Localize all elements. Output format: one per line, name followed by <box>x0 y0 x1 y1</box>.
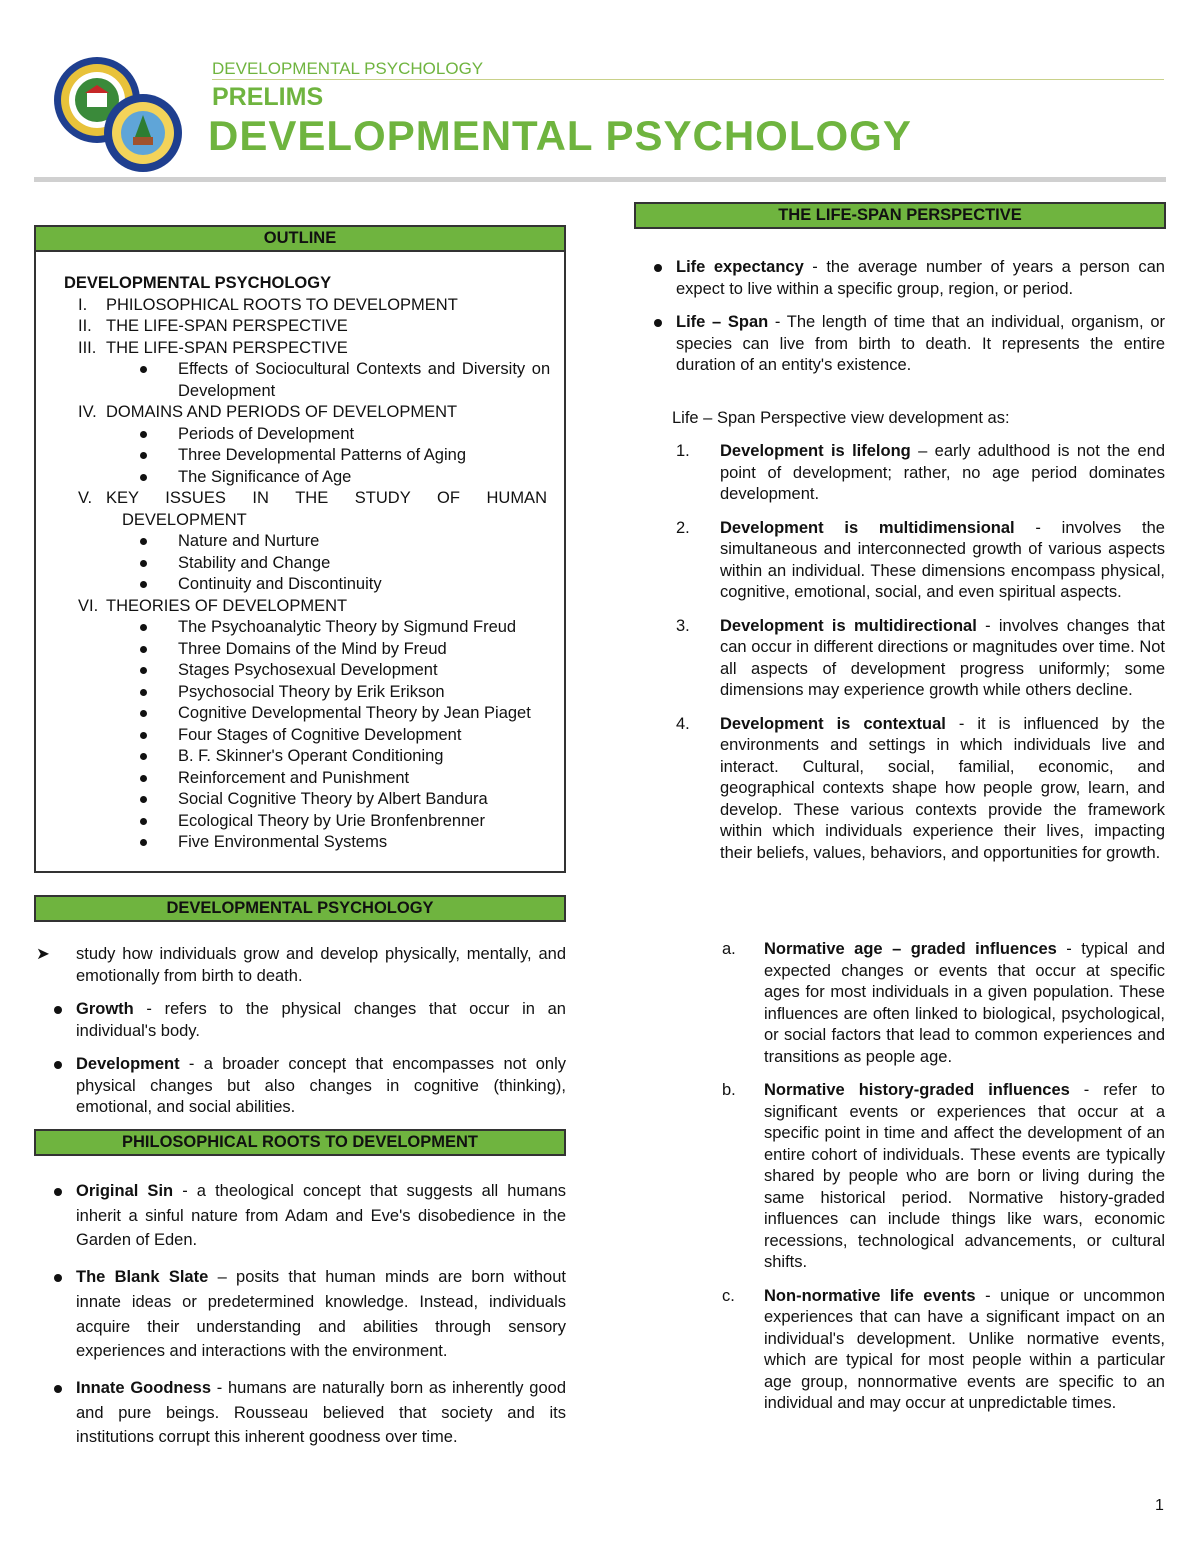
dev-psych-intro <box>34 944 566 987</box>
bullet-icon <box>54 1274 62 1282</box>
outline-subitem <box>64 682 564 704</box>
outline-subitem-text: Ecological Theory by Urie Bronfenbrenner <box>178 811 485 830</box>
outline-subitem <box>64 811 564 833</box>
outline-section-text: THEORIES OF DEVELOPMENT <box>106 596 348 615</box>
outline-subitem-text: Four Stages of Cognitive Development <box>178 725 462 744</box>
outline-subitem <box>64 832 564 854</box>
outline-subitem <box>64 617 564 639</box>
lettered-item <box>722 1080 1165 1274</box>
outline-subitem-text: Psychosocial Theory by Erik Erikson <box>178 682 445 701</box>
term-life-expectancy: Life expectancy <box>676 258 804 276</box>
bullet-icon <box>140 839 147 846</box>
list-item <box>54 999 566 1042</box>
bullet-icon <box>140 710 147 717</box>
outline-subitem-text: The Significance of Age <box>178 467 352 486</box>
bullet-icon <box>140 560 147 567</box>
lettered-term: Non-normative life events <box>764 1286 976 1305</box>
outline-subitem-text: Stability and Change <box>178 553 331 572</box>
lettered-term: Normative age – graded influences <box>764 940 1057 958</box>
lettered-definition: - typical and expected changes or events that occur at specific ages for most individuals in a given population. These influences are often linked to biological, psychological, or social factors that lead to common experiences and transitions as people age. <box>764 940 1165 1066</box>
item-number: 1. <box>676 442 690 460</box>
outline-subitem-text: Reinforcement and Punishment <box>178 768 410 787</box>
outline-section-text: PHILOSOPHICAL ROOTS TO DEVELOPMENT <box>106 295 458 314</box>
outline-section-number: V. <box>78 489 93 507</box>
outline-section-number: II. <box>78 317 92 335</box>
outline-subitem <box>64 789 564 811</box>
bullet-icon <box>140 538 147 545</box>
lettered-item <box>722 1286 1165 1415</box>
numbered-term: Development is multidirectional <box>720 616 977 635</box>
list-item <box>54 1265 566 1364</box>
page-number: 1 <box>1155 1497 1164 1514</box>
definition-life-span: - The length of time that an individual, organism, or species can live from birth to death. It represents the entire duration of an entity's existence. <box>676 313 1165 374</box>
outline-section <box>64 316 564 338</box>
bullet-icon <box>140 689 147 696</box>
lifespan-numbered <box>676 441 1165 864</box>
bullet-icon <box>140 775 147 782</box>
philosophical-items <box>54 1179 566 1450</box>
bullet-icon <box>140 366 147 373</box>
lettered-definition: - unique or uncommon experiences that can have a significant impact on an individual's development. Unlike normative events, which are typical for most people within a particular age group, nonnormative events are specific to an individual and may occur at unpredictable times. <box>764 1286 1165 1412</box>
bullet-icon <box>54 1061 62 1069</box>
outline-box <box>34 225 566 873</box>
outline-subject: DEVELOPMENTAL PSYCHOLOGY <box>64 274 332 292</box>
list-item <box>654 257 1165 300</box>
item-number: 4. <box>676 714 690 733</box>
outline-section-number: IV. <box>78 403 97 421</box>
outline-section-number: I. <box>78 295 88 314</box>
outline-subitem-text: Five Environmental Systems <box>178 833 388 851</box>
bullet-icon <box>54 1188 62 1196</box>
bullet-icon <box>140 667 147 674</box>
arrow-bullet-icon: ➤ <box>36 945 50 963</box>
dev-psych-items <box>54 999 566 1119</box>
bullet-icon <box>140 796 147 803</box>
bullet-icon <box>140 732 147 739</box>
item-letter: a. <box>722 940 736 958</box>
outline-section-continuation: DEVELOPMENT <box>122 510 247 529</box>
outline-subitem <box>64 639 564 661</box>
lifespan-view-intro: Life – Span Perspective view development as: <box>672 409 1010 427</box>
philosophical-heading: PHILOSOPHICAL ROOTS TO DEVELOPMENT <box>34 1129 566 1156</box>
outline-section <box>64 596 564 618</box>
outline-subitem-text: The Psychoanalytic Theory by Sigmund Freud <box>178 618 517 636</box>
bullet-icon <box>140 624 147 631</box>
list-item <box>54 1054 566 1119</box>
outline-section-text: THE LIFE-SPAN PERSPECTIVE <box>106 338 348 357</box>
lifespan-lettered <box>722 939 1165 1415</box>
term-blank-slate: The Blank Slate <box>76 1268 209 1287</box>
outline-subitem-text: Effects of Sociocultural Contexts and Diversity on <box>178 360 551 378</box>
outline-subitem <box>64 424 564 446</box>
list-item <box>54 1376 566 1450</box>
outline-subitem-text: Social Cognitive Theory by Albert Bandura <box>178 790 488 808</box>
definition-blank-slate: – posits that human minds are born without innate ideas or predetermined knowledge. Instead, individuals acquire their understanding and abilities through sensory experiences and interactions with the environment. <box>76 1268 566 1361</box>
lettered-term: Normative history-graded influences <box>764 1081 1070 1099</box>
term-innate-goodness: Innate Goodness <box>76 1378 212 1397</box>
lettered-definition: - refer to significant events or experiences that occur at a specific point in time and affect the development of an entire cohort of individuals. These events are typically shared by people who are born or living during the same historical period. Normative history-graded influences can include things like wars, economic recessions, technological advancements, or cultural shifts. <box>764 1081 1165 1271</box>
definition-life-expectancy: - the average number of years a person can expect to live within a specific group, region, or period. <box>676 258 1165 298</box>
outline-section <box>64 295 564 317</box>
department-seal-logo <box>103 93 183 173</box>
outline-subitem-continuation: Development <box>178 381 276 400</box>
term-label: PRELIMS <box>212 83 324 111</box>
numbered-term: Development is lifelong <box>720 442 911 460</box>
header-divider <box>34 177 1166 182</box>
outline-subitem-text: Nature and Nurture <box>178 532 320 550</box>
outline-subitem-text: Three Developmental Patterns of Aging <box>178 446 467 464</box>
outline-subitem-text: Stages Psychosexual Development <box>178 661 438 679</box>
item-letter: b. <box>722 1081 736 1099</box>
numbered-definition: - involves changes that can occur in different directions or magnitudes over time. Not all aspects of development progress uniformly; some dimensions may experience growth while others decline. <box>720 616 1165 699</box>
bullet-icon <box>140 452 147 459</box>
outline-subitem <box>64 725 564 747</box>
lifespan-heading: THE LIFE-SPAN PERSPECTIVE <box>634 202 1166 229</box>
bullet-icon <box>654 264 662 272</box>
outline-section-number: III. <box>78 338 97 357</box>
lettered-item <box>722 939 1165 1068</box>
lifespan-bullets <box>654 257 1165 377</box>
outline-subitem-text: Cognitive Developmental Theory by Jean Piaget <box>178 704 531 722</box>
numbered-item <box>676 714 1165 865</box>
numbered-term: Development is multidimensional <box>720 518 1015 537</box>
bullet-icon <box>140 431 147 438</box>
outline-subitem <box>64 768 564 790</box>
outline-subitem <box>64 703 564 725</box>
dev-psych-heading: DEVELOPMENTAL PSYCHOLOGY <box>34 895 566 922</box>
outline-subitem <box>64 531 564 553</box>
definition-development: - a broader concept that encompasses not only physical changes but also changes in cognitive (thinking), emotional, and social abilities. <box>76 1055 566 1116</box>
outline-subitem-text: B. F. Skinner's Operant Conditioning <box>178 747 444 765</box>
numbered-item <box>676 616 1165 702</box>
outline-subitem <box>64 553 564 575</box>
outline-subitem-text: Periods of Development <box>178 424 355 443</box>
outline-items <box>64 295 564 854</box>
outline-subitem <box>64 574 564 596</box>
bullet-icon <box>54 1385 62 1393</box>
outline-subitem <box>64 746 564 768</box>
numbered-definition: - it is influenced by the environments and settings in which individuals live and interact. Cultural, social, familial, economic, and geographical contexts shape how people grow, learn, and develop. These various contexts provide the framework within which individuals experience their lives, impacting their beliefs, values, behaviors, and opportunities for growth. <box>720 714 1165 862</box>
outline-section <box>64 488 564 510</box>
outline-section <box>64 338 564 360</box>
course-header: DEVELOPMENTAL PSYCHOLOGY <box>212 59 1164 80</box>
bullet-icon <box>54 1006 62 1014</box>
item-number: 3. <box>676 616 690 635</box>
bullet-icon <box>140 581 147 588</box>
outline-subitem <box>64 359 564 381</box>
definition-growth: - refers to the physical changes that occur in an individual's body. <box>76 1000 566 1040</box>
item-number: 2. <box>676 518 690 537</box>
outline-heading: OUTLINE <box>36 227 564 252</box>
outline-section-number: VI. <box>78 596 99 615</box>
numbered-definition: – early adulthood is not the end point of development; rather, no age period dominates development. <box>720 442 1165 503</box>
outline-section-text: KEY ISSUES IN THE STUDY OF HUMAN <box>106 489 547 507</box>
bullet-icon <box>140 753 147 760</box>
outline-subitem <box>64 445 564 467</box>
list-item <box>54 1179 566 1253</box>
term-development: Development <box>76 1055 180 1073</box>
numbered-term: Development is contextual <box>720 714 946 733</box>
term-growth: Growth <box>76 1000 134 1018</box>
outline-section-text: DOMAINS AND PERIODS OF DEVELOPMENT <box>106 403 458 421</box>
bullet-icon <box>140 646 147 653</box>
definition-innate-goodness: - humans are naturally born as inherently good and pure beings. Rousseau believed that society and its institutions corrupt this inherent goodness over time. <box>76 1378 566 1447</box>
bullet-icon <box>140 818 147 825</box>
page-title: DEVELOPMENTAL PSYCHOLOGY <box>208 112 912 159</box>
term-life-span: Life – Span <box>676 313 769 331</box>
outline-subitem-text: Continuity and Discontinuity <box>178 575 382 593</box>
numbered-definition: - involves the simultaneous and interconnected growth of various aspects within an individual. These dimensions encompass physical, cognitive, emotional, social, and even spiritual aspects. <box>720 518 1165 601</box>
outline-section-text: THE LIFE-SPAN PERSPECTIVE <box>106 317 348 335</box>
item-letter: c. <box>722 1286 735 1305</box>
definition-original-sin: - a theological concept that suggests all humans inherit a sinful nature from Adam and Eve's disobedience in the Garden of Eden. <box>76 1182 566 1250</box>
outline-subitem-text: Three Domains of the Mind by Freud <box>178 639 447 658</box>
bullet-icon <box>654 319 662 327</box>
numbered-item <box>676 441 1165 506</box>
outline-section <box>64 402 564 424</box>
bullet-icon <box>140 474 147 481</box>
numbered-item <box>676 518 1165 604</box>
term-original-sin: Original Sin <box>76 1182 174 1200</box>
dev-psych-intro-text: study how individuals grow and develop physically, mentally, and emotionally from birth to death. <box>76 945 566 985</box>
outline-subitem <box>64 660 564 682</box>
outline-subitem <box>64 467 564 489</box>
outline-list <box>64 273 564 854</box>
list-item <box>654 312 1165 377</box>
